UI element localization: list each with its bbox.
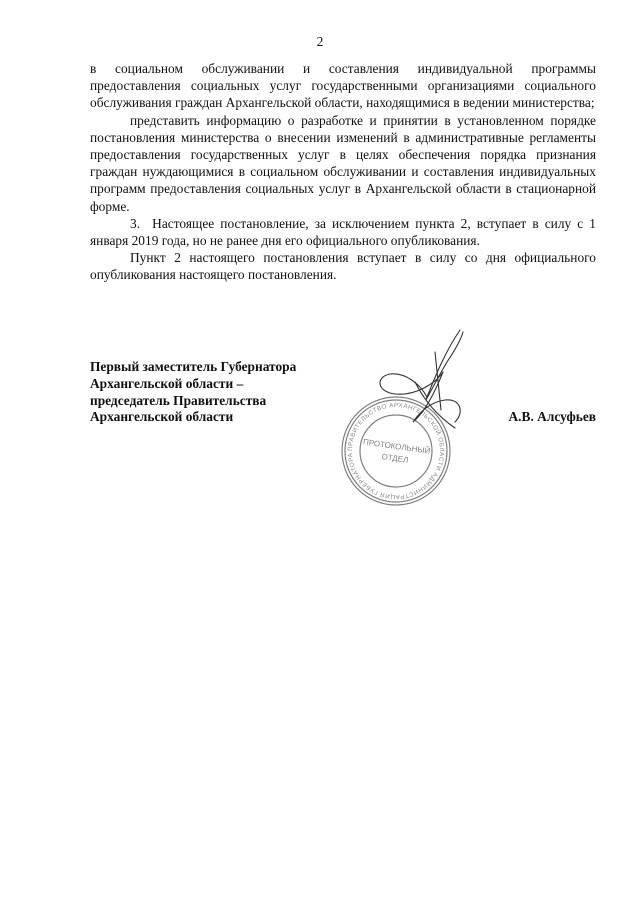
paragraph-item-3: 3. Настоящее постановление, за исключением пункта 2, вступает в силу с 1 января 2019 года, но не ранее дня его официального опубликования. bbox=[90, 215, 596, 249]
paragraph-provide-information: представить информацию о разработке и принятии в установленном порядке постановления министерства о внесении изменений в административные регламенты предоставления государственных услуг в целях обеспечения порядка признания граждан нуждающимися в социальном обслуживании и составления индивидуальных программ предоставления социальных услуг в Архангельской области в стационарной форме. bbox=[90, 112, 596, 214]
seal-center-text-line: ОТДЕЛ bbox=[381, 452, 409, 465]
handwritten-signature bbox=[365, 322, 485, 442]
page-number: 2 bbox=[316, 34, 324, 49]
signer-title-line: Архангельской области bbox=[90, 409, 234, 425]
paragraph-item-2-effect: Пункт 2 настоящего постановления вступает в силу со дня официального опубликования настоящего постановления. bbox=[90, 250, 596, 283]
signer-title bbox=[90, 359, 296, 426]
signer-title-line: Архангельской области – bbox=[90, 375, 244, 391]
signer-title-line: председатель Правительства bbox=[90, 392, 267, 408]
document-body bbox=[90, 60, 596, 284]
signer-name: А.В. Алсуфьев bbox=[508, 409, 596, 424]
seal-ring-text: ПРАВИТЕЛЬСТВО АРХАНГЕЛЬСКОЙ ОБЛАСТИ АДМИНИСТРАЦИЯ ГУБЕРНАТОРА bbox=[346, 401, 446, 501]
seal-center-text-line: ПРОТОКОЛЬНЫЙ bbox=[362, 437, 431, 456]
paragraph-continuation: в социальном обслуживании и составления индивидуальной программы предоставления социальных услуг государственными организациями социального обслуживания граждан Архангельской области, находящимися в ведении министерства; bbox=[90, 61, 596, 111]
signer-title-line: Первый заместитель Губернатора bbox=[90, 359, 297, 374]
